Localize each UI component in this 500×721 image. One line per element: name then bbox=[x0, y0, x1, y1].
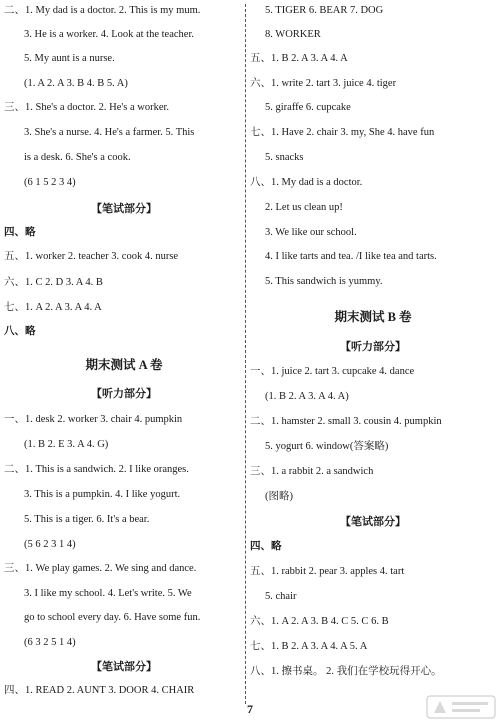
watermark-logo bbox=[426, 695, 496, 719]
section-heading: 【听力部分】 bbox=[340, 341, 406, 353]
answer-line: 4. I like tarts and tea. /I like tea and tarts. bbox=[265, 251, 437, 262]
answer-line: 二、1. My dad is a doctor. 2. This is my mum. bbox=[4, 5, 201, 16]
left-column bbox=[4, 0, 244, 704]
answer-line: 二、1. hamster 2. small 3. cousin 4. pumpkin bbox=[250, 416, 442, 427]
answer-line: 5. TIGER 6. BEAR 7. DOG bbox=[265, 5, 384, 16]
answer-line: (图略) bbox=[265, 491, 293, 502]
answer-line: 八、略 bbox=[4, 326, 36, 337]
answer-line: 八、1. 擦书桌。 2. 我们在学校玩得开心。 bbox=[250, 666, 442, 677]
answer-line: (1. A 2. A 3. B 4. B 5. A) bbox=[24, 78, 128, 89]
answer-line: 六、1. A 2. A 3. B 4. C 5. C 6. B bbox=[250, 616, 389, 627]
answer-line: 3. She's a nurse. 4. He's a farmer. 5. This bbox=[24, 127, 195, 138]
answer-line: 二、1. This is a sandwich. 2. I like oranges. bbox=[4, 464, 189, 475]
answer-line: 一、1. juice 2. tart 3. cupcake 4. dance bbox=[250, 366, 415, 377]
answer-line: 四、略 bbox=[4, 227, 36, 238]
answer-line: 八、1. My dad is a doctor. bbox=[250, 177, 363, 188]
answer-line: 3. He is a worker. 4. Look at the teacher. bbox=[24, 29, 194, 40]
answer-line: 五、1. rabbit 2. pear 3. apples 4. tart bbox=[250, 566, 405, 577]
answer-line: 七、1. B 2. A 3. A 4. A 5. A bbox=[250, 641, 368, 652]
answer-line: go to school every day. 6. Have some fun. bbox=[24, 612, 201, 623]
column-divider bbox=[245, 4, 246, 704]
section-heading: 【笔试部分】 bbox=[91, 661, 157, 673]
answer-line: 六、1. write 2. tart 3. juice 4. tiger bbox=[250, 78, 397, 89]
answer-line: 5. My aunt is a nurse. bbox=[24, 53, 115, 64]
section-heading: 【听力部分】 bbox=[91, 388, 157, 400]
answer-line: 5. snacks bbox=[265, 152, 304, 163]
answer-line: 5. This is a tiger. 6. It's a bear. bbox=[24, 514, 150, 525]
answer-line: 5. This sandwich is yummy. bbox=[265, 276, 383, 287]
answer-line: 3. We like our school. bbox=[265, 227, 357, 238]
section-heading: 【笔试部分】 bbox=[91, 203, 157, 215]
answer-line: 七、1. Have 2. chair 3. my, She 4. have fun bbox=[250, 127, 435, 138]
answer-line: 3. I like my school. 4. Let's write. 5. We bbox=[24, 588, 192, 599]
answer-line: 一、1. desk 2. worker 3. chair 4. pumpkin bbox=[4, 414, 183, 425]
answer-line: 四、1. READ 2. AUNT 3. DOOR 4. CHAIR bbox=[4, 685, 195, 696]
answer-line: 8. WORKER bbox=[265, 29, 321, 40]
right-column bbox=[250, 0, 496, 704]
answer-line: 三、1. She's a doctor. 2. He's a worker. bbox=[4, 102, 170, 113]
answer-line: 六、1. C 2. D 3. A 4. B bbox=[4, 277, 103, 288]
answer-line: 3. This is a pumpkin. 4. I like yogurt. bbox=[24, 489, 181, 500]
answer-line: (1. B 2. A 3. A 4. A) bbox=[265, 391, 349, 402]
test-title: 期末测试 B 卷 bbox=[334, 310, 412, 324]
answer-line: 5. yogurt 6. window(答案略) bbox=[265, 441, 389, 452]
answer-line: 三、1. a rabbit 2. a sandwich bbox=[250, 466, 374, 477]
answer-line: 三、1. We play games. 2. We sing and dance. bbox=[4, 563, 197, 574]
answer-line: (1. B 2. E 3. A 4. G) bbox=[24, 439, 109, 450]
answer-line: 5. giraffe 6. cupcake bbox=[265, 102, 351, 113]
section-heading: 【笔试部分】 bbox=[340, 516, 406, 528]
answer-line: 5. chair bbox=[265, 591, 297, 602]
answer-line: is a desk. 6. She's a cook. bbox=[24, 152, 131, 163]
test-title: 期末测试 A 卷 bbox=[85, 358, 163, 372]
answer-line: (6 3 2 5 1 4) bbox=[24, 637, 76, 648]
answer-line: 七、1. A 2. A 3. A 4. A bbox=[4, 302, 102, 313]
answer-line: 五、1. B 2. A 3. A 4. A bbox=[250, 53, 348, 64]
answer-line: (6 1 5 2 3 4) bbox=[24, 177, 76, 188]
answer-line: 2. Let us clean up! bbox=[265, 202, 343, 213]
answer-line: 五、1. worker 2. teacher 3. cook 4. nurse bbox=[4, 251, 179, 262]
answer-line: 四、略 bbox=[250, 541, 282, 552]
answer-line: (5 6 2 3 1 4) bbox=[24, 539, 76, 550]
page-number: 7 bbox=[247, 702, 253, 716]
